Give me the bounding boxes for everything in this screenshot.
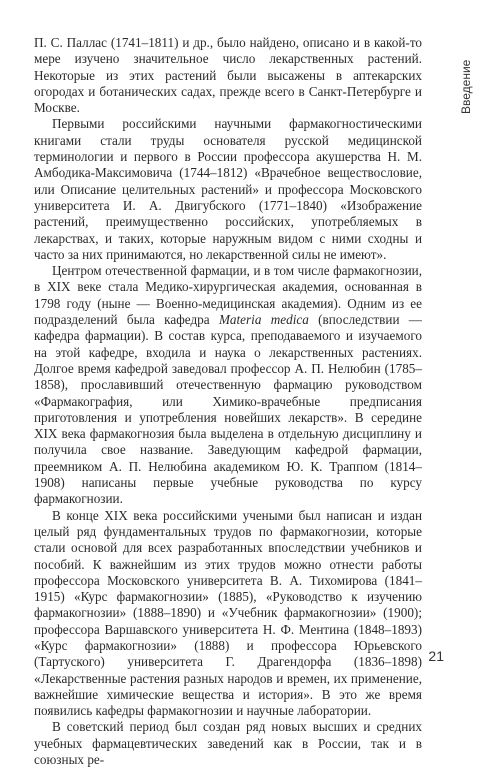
page-body <box>34 35 422 768</box>
paragraph: Первыми российскими научными фармакогностическими книгами стали труды основателя русской медицинской терминологии и первого в России профессора акушерства Н. М. Амбодика-Максимовича (1744–1812) «Врачебное веществословие, или Описание целительных растений» и профессора Московского университета И. А. Двигубского (1771–1840) «Изображение растений, преимущественно российских, употребляемых в лекарствах, и таких, которые наружным видом с ними сходны и часто за них принимаются, но лекарственной силы не имеют». <box>34 116 422 262</box>
latin-term: Materia medica <box>218 312 309 328</box>
page-number: 21 <box>428 648 444 664</box>
paragraph: В конце XIX века российскими учеными был написан и издан целый ряд фундаментальных трудов по фармакогнозии, которые стали основой для всех разработанных впоследствии учебников и пособий. К важнейшим из этих трудов можно отнести работы профессора Московского университета В. А. Тихомирова (1841–1915) «Курс фармакогнозии» (1885), «Руководство к изучению фармакогнозии» (1888–1890) и «Учебник фармакогнозии» (1900); профессора Варшавского университета Н. Ф. Ментина (1848–1893) «Курс фармакогнозии» (1888) и профессора Юрьевского (Тартуского) университета Г. Драгендорфа (1836–1898) «Лекарственные растения разных народов и времен, их применение, важнейшие химические вещества и история». В это же время появились кафедры фармакогнозии и научные лаборатории. <box>34 507 422 719</box>
paragraph: П. С. Паллас (1741–1811) и др., было найдено, описано и в какой-то мере изучено значительное число лекарственных растений. Некоторые из этих растений были высажены в аптекарских огородах и ботанических садах, прежде всего в Санкт-Петербурге и Москве. <box>34 35 422 116</box>
section-side-label-text: Введение <box>459 59 473 114</box>
section-side-label <box>457 30 477 130</box>
paragraph: Центром отечественной фармации, и в том числе фармакогнозии, в XIX веке стала Медико-хирургическая академия, основанная в 1798 году (ныне — Военно-медицинская академия). Одним из ее подразделений была кафедра Materia medica (впоследствии — кафедра фармации). В состав курса, преподаваемого и изучаемого на этой кафедре, входила и наука о лекарственных растениях. Долгое время кафедрой заведовал профессор А. П. Нелюбин (1785–1858), прославивший отечественную фармацию руководством «Фармакография, или Химико-врачебные предписания приготовления и употребления новейших лекарств». В середине XIX века фармакогнозия была выделена в отдельную дисциплину и получила свое название. Заведующим кафедрой фармации, преемником А. П. Нелюбина академиком Ю. К. Траппом (1814–1908) написаны первые учебные руководства по курсу фармакогнозии. <box>34 263 422 507</box>
paragraph: В советский период был создан ряд новых высших и средних учебных фармацевтических заведений как в России, так и в союзных ре- <box>34 719 422 768</box>
